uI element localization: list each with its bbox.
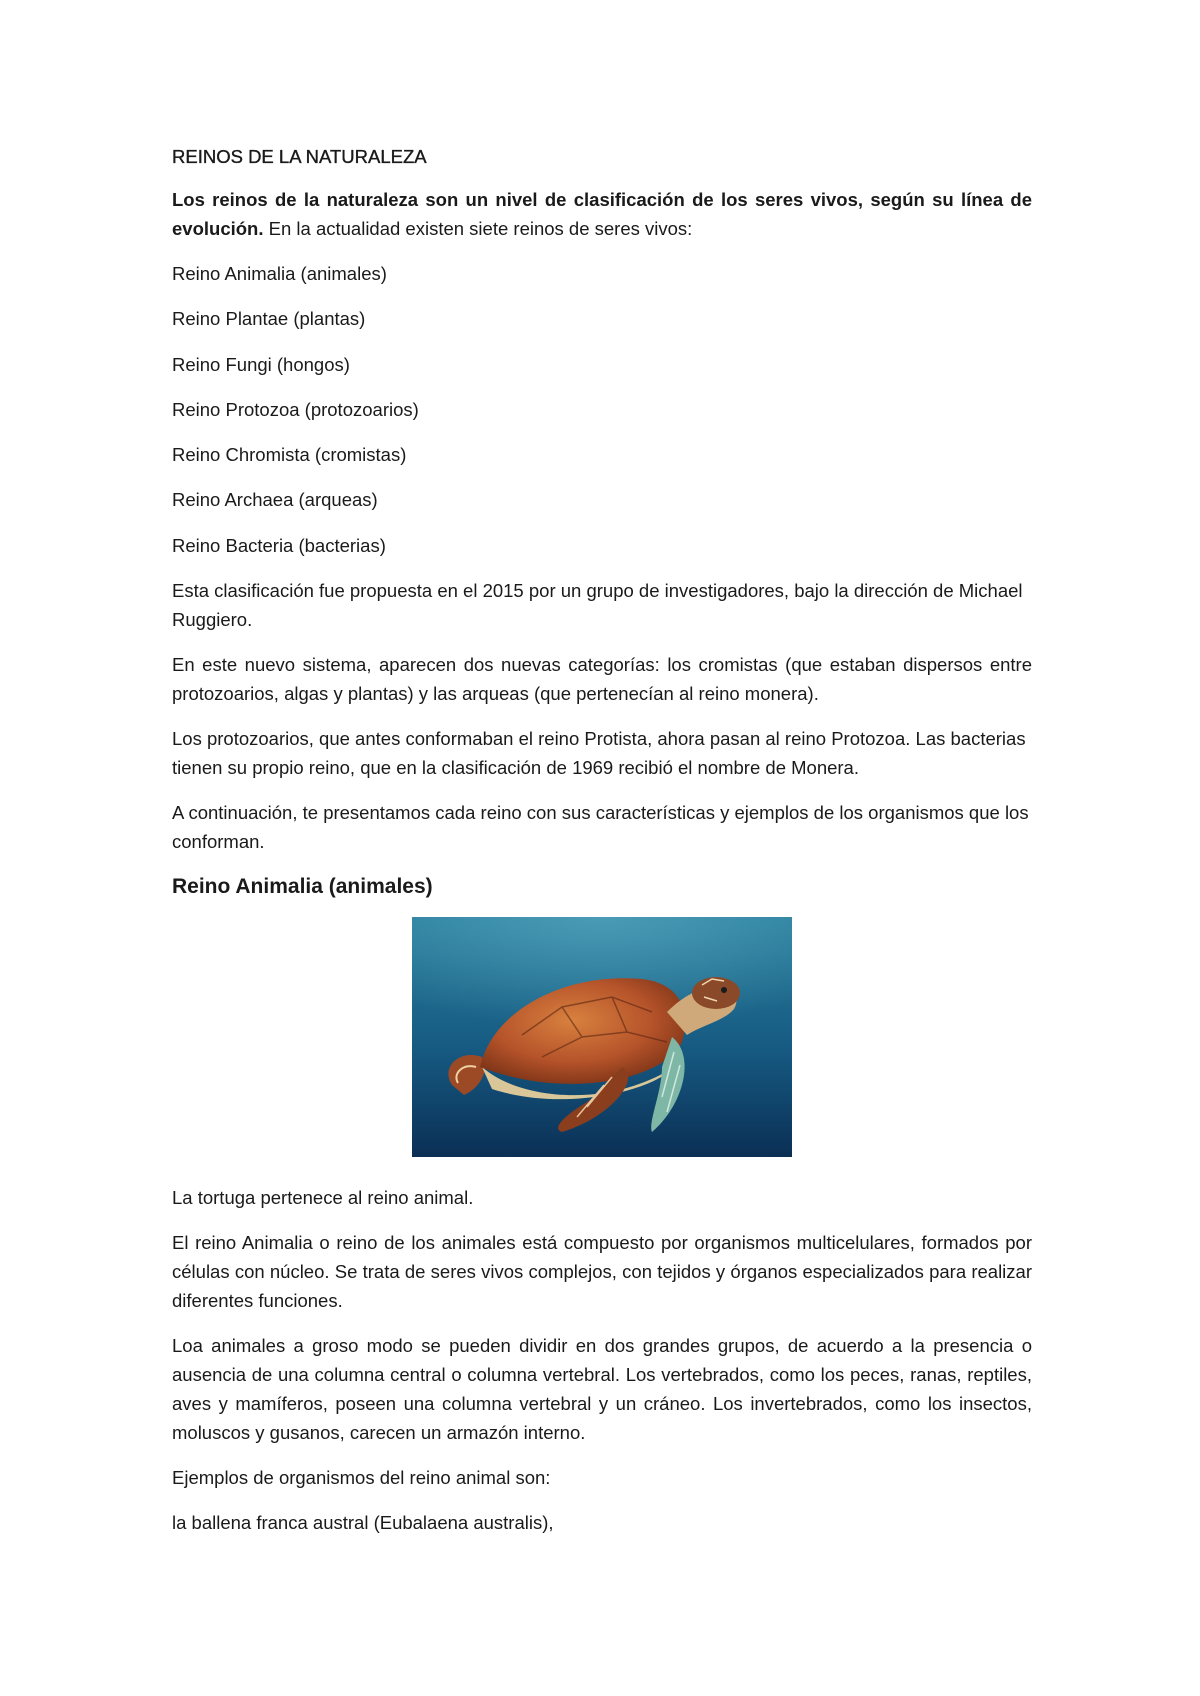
protozoa-paragraph: Los protozoarios, que antes conformaban el reino Protista, ahora pasan al reino Protozoa. Las bacterias tienen su propio reino, que en la clasificación de 1969 recibió el nombre de Monera. xyxy=(172,728,1026,779)
animalia-description-paragraph: El reino Animalia o reino de los animales está compuesto por organismos multicelulares, formados por células con núcleo. Se trata de seres vivos complejos, con tejidos y órganos especializados para realizar diferentes funciones. xyxy=(172,1232,1032,1312)
example-item: la ballena franca austral (Eubalaena australis), xyxy=(172,1512,554,1534)
intro-paragraph xyxy=(172,185,1032,243)
vertebrates-paragraph: Loa animales a groso modo se pueden dividir en dos grandes grupos, de acuerdo a la presencia o ausencia de una columna central o columna vertebral. Los vertebrados, como los peces, ranas, reptiles, aves y mamíferos, poseen una columna vertebral y un cráneo. Los invertebrados, como los insectos, moluscos y gusanos, carecen un armazón interno. xyxy=(172,1335,1032,1444)
list-item: Reino Archaea (arqueas) xyxy=(172,489,378,511)
list-item: Reino Plantae (plantas) xyxy=(172,308,366,330)
image-caption: La tortuga pertenece al reino animal. xyxy=(172,1187,474,1209)
document-page xyxy=(172,142,1032,1553)
section-heading-animalia: Reino Animalia (animales) xyxy=(172,875,433,899)
list-item: Reino Fungi (hongos) xyxy=(172,353,350,375)
list-item: Reino Animalia (animales) xyxy=(172,263,387,284)
list-item: Reino Chromista (cromistas) xyxy=(172,444,407,466)
document-title: REINOS DE LA NATURALEZA xyxy=(172,146,427,167)
list-item: Reino Bacteria (bacterias) xyxy=(172,534,386,556)
continuation-paragraph: A continuación, te presentamos cada reino con sus características y ejemplos de los organismos que los conforman. xyxy=(172,802,1029,853)
kingdom-list xyxy=(172,259,1032,560)
examples-intro-paragraph: Ejemplos de organismos del reino animal son: xyxy=(172,1467,551,1489)
intro-bold-text: Los reinos de la naturaleza son un nivel de clasificación de los seres vivos, según su línea de evolución. xyxy=(172,189,1032,239)
turtle-photo-icon xyxy=(412,917,792,1157)
new-categories-paragraph: En este nuevo sistema, aparecen dos nuevas categorías: los cromistas (que estaban dispersos entre protozoarios, algas y plantas) y las arqueas (que pertenecían al reino monera). xyxy=(172,654,1032,705)
turtle-figure xyxy=(172,917,1032,1165)
list-item: Reino Protozoa (protozoarios) xyxy=(172,398,419,420)
classification-paragraph: Esta clasificación fue propuesta en el 2015 por un grupo de investigadores, bajo la dirección de Michael Ruggiero. xyxy=(172,580,1023,631)
intro-rest-text: En la actualidad existen siete reinos de seres vivos: xyxy=(263,218,693,239)
